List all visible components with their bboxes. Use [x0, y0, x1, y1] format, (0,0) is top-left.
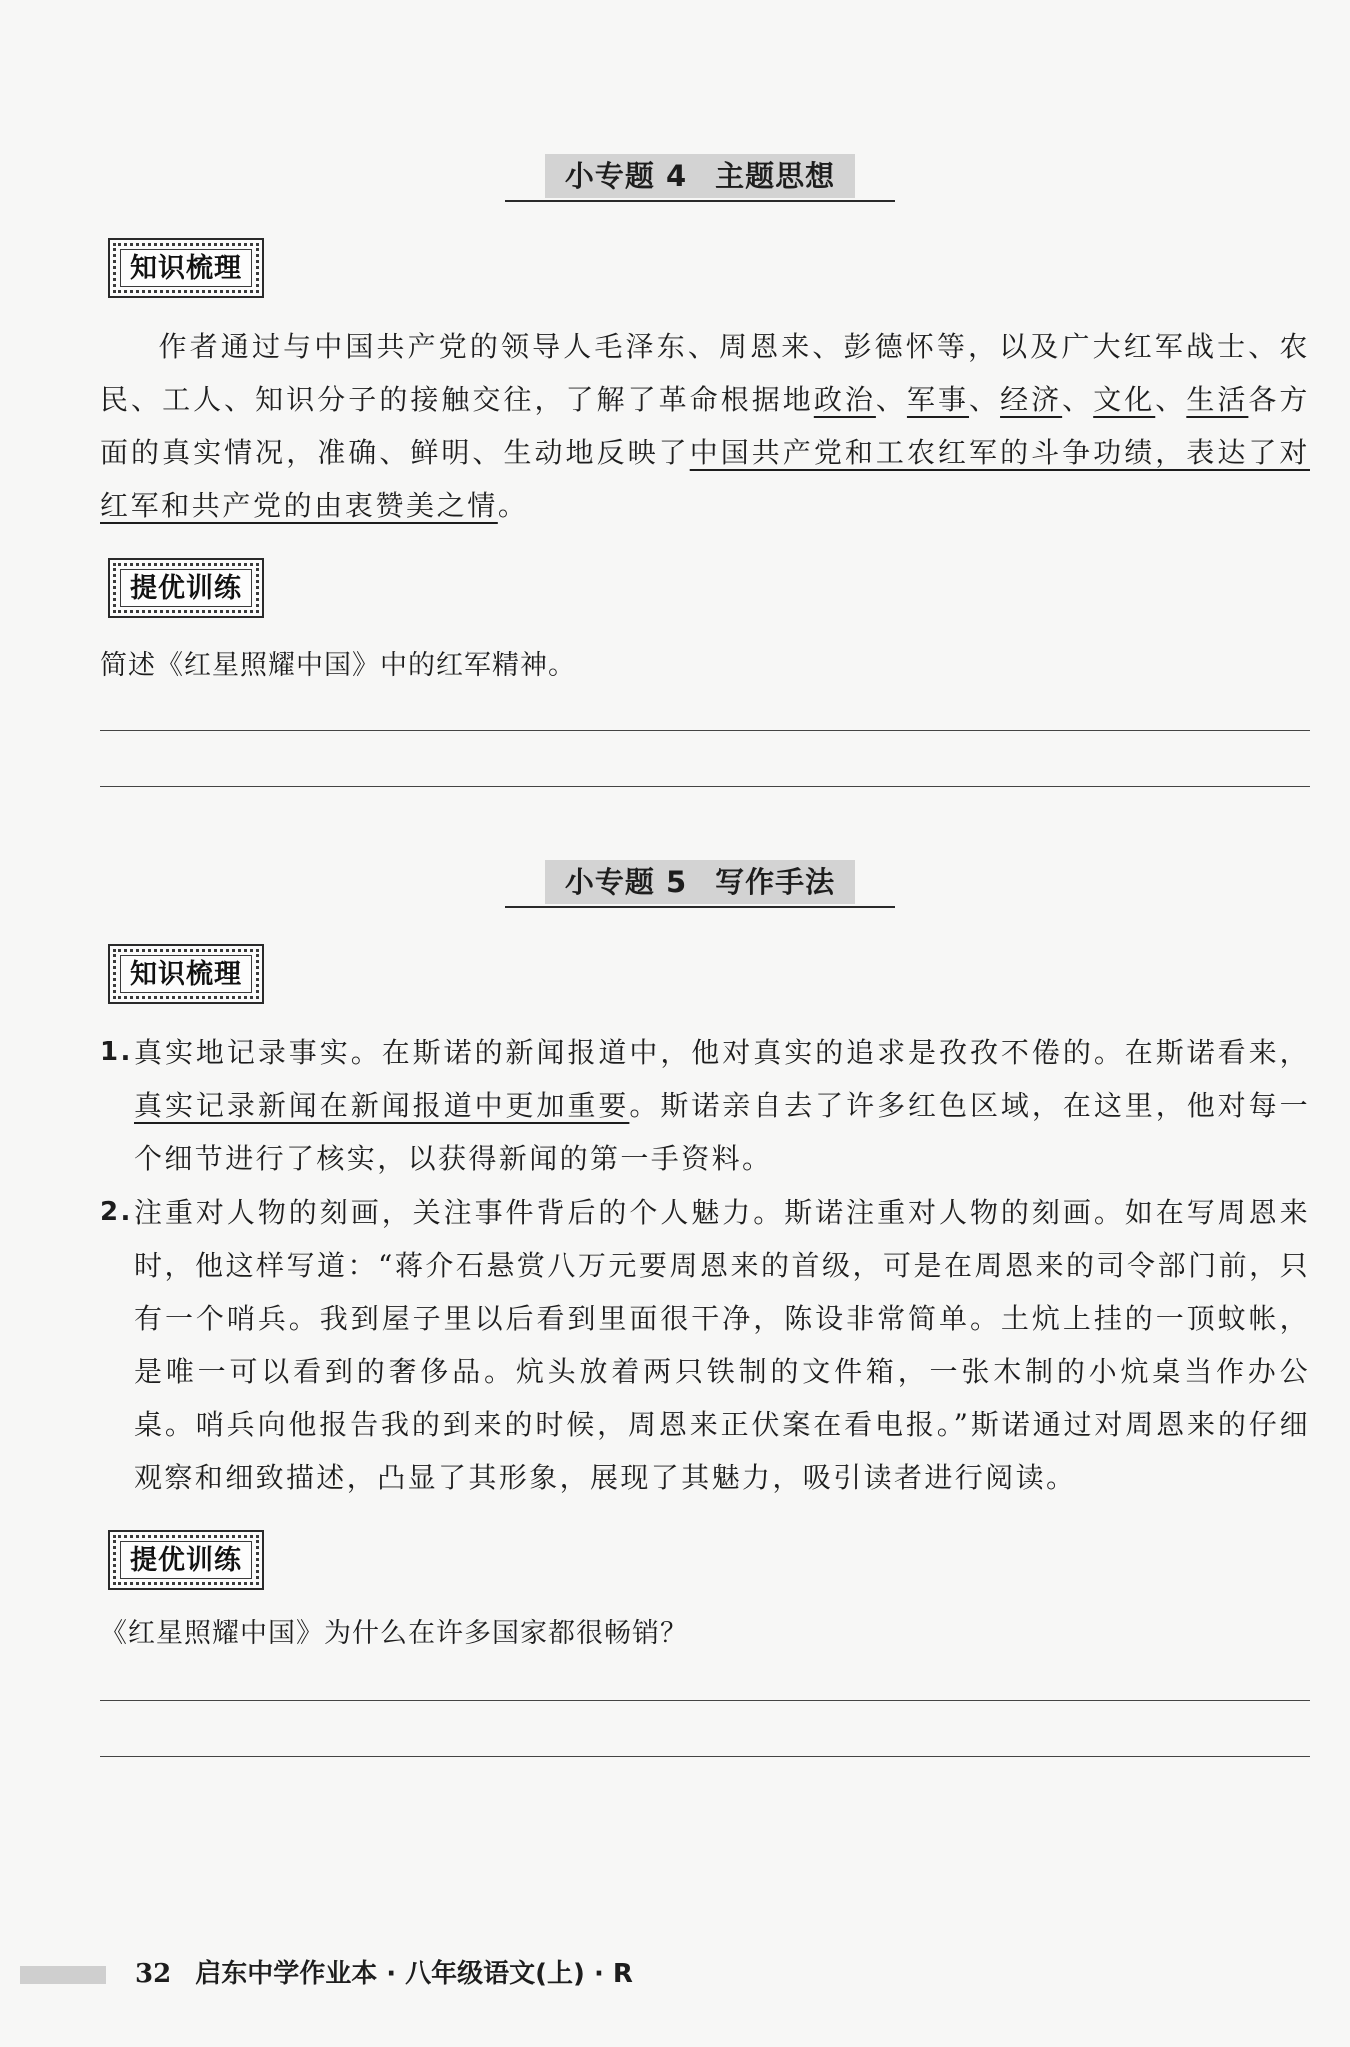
badge-label: 知识梳理	[130, 959, 242, 990]
underlined-answer: 文化	[1093, 383, 1156, 416]
theme-paragraph: 作者通过与中国共产党的领导人毛泽东、周恩来、彭德怀等，以及广大红军战士、农民、工人、知识分子的接触交往，了解了革命根据地政治、军事、经济、文化、生活各方面的真实情况，准确、鲜明、生动地反映了中国共产党和工农红军的斗争功绩，表达了对红军和共产党的由衷赞美之情。	[100, 330, 1311, 522]
practice-badge	[108, 558, 264, 618]
heading-rule	[505, 906, 895, 908]
underlined-answer: 经济	[1000, 383, 1063, 416]
underlined-answer: 中国共产党和工农红军的斗争功绩，表达了对红军和共产党的由衷赞美之情	[100, 436, 1310, 522]
heading-title: 主题思想	[715, 159, 836, 193]
book-title: 启东中学作业本 · 八年级语文(上) · R	[195, 1959, 633, 1989]
heading-label	[545, 864, 855, 900]
heading-number: 小专题 5	[564, 865, 688, 899]
footer-bar	[20, 1966, 106, 1984]
heading-rule	[505, 200, 895, 202]
section-5-heading	[505, 860, 895, 916]
knowledge-review-badge	[108, 238, 264, 298]
answer-line[interactable]	[100, 786, 1310, 787]
list-item	[100, 1186, 1310, 1504]
practice-badge	[108, 1530, 264, 1590]
list-item	[100, 1026, 1310, 1185]
question-text: 简述《红星照耀中国》中的红军精神。	[100, 650, 576, 681]
badge-label: 知识梳理	[130, 253, 242, 284]
heading-title: 写作手法	[715, 865, 836, 899]
page-number: 32	[135, 1959, 172, 1989]
question-text: 《红星照耀中国》为什么在许多国家都很畅销？	[100, 1618, 688, 1649]
item-number: 2.	[100, 1197, 133, 1227]
knowledge-review-badge	[108, 944, 264, 1004]
section-4-heading	[505, 154, 895, 210]
answer-line[interactable]	[100, 1700, 1310, 1701]
underlined-answer: 真实记录新闻在新闻报道中更加重要	[134, 1089, 630, 1122]
item-number: 1.	[100, 1037, 133, 1067]
item-text: 注重对人物的刻画，关注事件背后的个人魅力。斯诺注重对人物的刻画。如在写周恩来时，他这样写道：“蒋介石悬赏八万元要周恩来的首级，可是在周恩来的司令部门前，只有一个哨兵。我到屋子里以后看到里面很干净，陈设非常简单。土炕上挂的一顶蚊帐，是唯一可以看到的奢侈品。炕头放着两只铁制的文件箱，一张木制的小炕桌当作办公桌。哨兵向他报告我的到来的时候，周恩来正伏案在看电报。”斯诺通过对周恩来的仔细观察和细致描述，凸显了其形象，展现了其魅力，吸引读者进行阅读。	[134, 1196, 1310, 1494]
answer-line[interactable]	[100, 1756, 1310, 1757]
item-text: 真实地记录事实。在斯诺的新闻报道中，他对真实的追求是孜孜不倦的。在斯诺看来，真实记录新闻在新闻报道中更加重要。斯诺亲自去了许多红色区域，在这里，他对每一个细节进行了核实，以获得新闻的第一手资料。	[134, 1036, 1310, 1175]
underlined-answer: 军事	[906, 383, 970, 416]
heading-number: 小专题 4	[564, 159, 688, 193]
heading-label	[545, 158, 855, 194]
underlined-answer: 生活	[1186, 383, 1249, 416]
page-footer	[135, 1956, 633, 1992]
answer-line[interactable]	[100, 730, 1310, 731]
badge-label: 提优训练	[130, 573, 242, 604]
badge-label: 提优训练	[130, 1545, 242, 1576]
underlined-answer: 政治	[813, 383, 876, 416]
